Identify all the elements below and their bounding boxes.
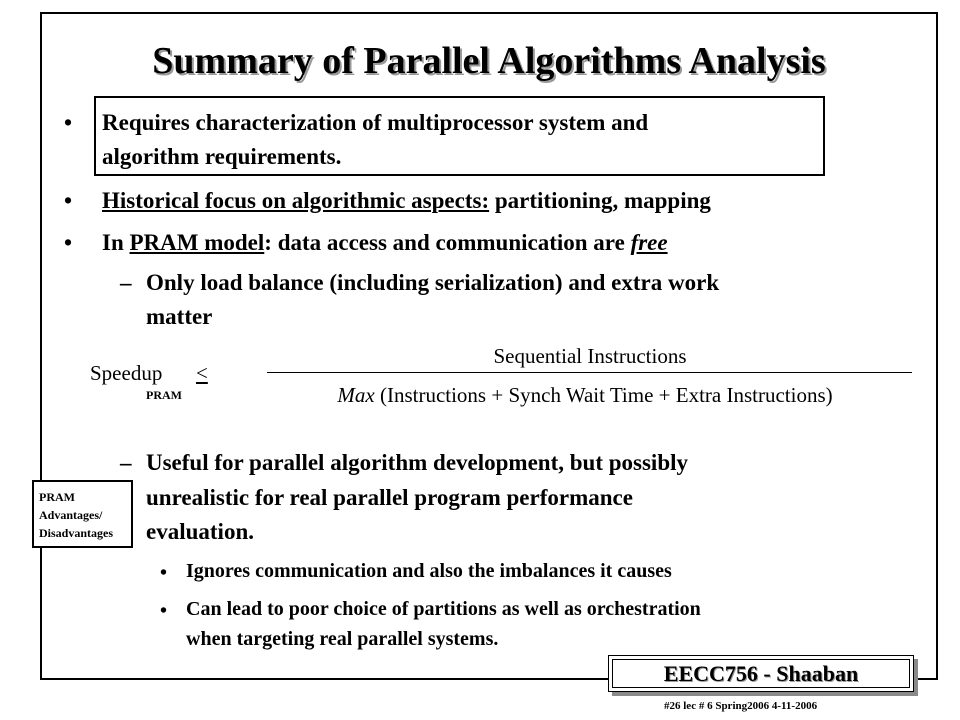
bullet-3-prefix: In <box>102 230 130 255</box>
bullet-3-pram-model: PRAM model <box>129 230 265 255</box>
footer-label-box <box>608 655 914 692</box>
formula-leq: < <box>196 361 208 385</box>
formula-denominator-rest: (Instructions + Synch Wait Time + Extra Instructions) <box>374 383 833 407</box>
bullet-dot-1: • <box>64 110 73 135</box>
subsub-bullet-dot-1: • <box>160 562 168 584</box>
sub-bullet-2-line-3: evaluation. <box>146 519 254 544</box>
footnote: #26 lec # 6 Spring2006 4-11-2006 <box>664 700 818 712</box>
sub-bullet-2-line-2: unrealistic for real parallel program performance <box>146 485 633 510</box>
bullet-1-line-2: algorithm requirements. <box>102 144 342 169</box>
subsub-bullet-2-line-1: Can lead to poor choice of partitions as well as orchestration <box>186 598 701 620</box>
bullet-2-underlined: Historical focus on algorithmic aspects: <box>102 188 490 213</box>
pram-advantages-box <box>32 480 133 548</box>
sub-bullet-dash-2: – <box>120 450 132 475</box>
footer-label: EECC756 - Shaaban <box>612 659 910 688</box>
sub-bullet-1-line-1: Only load balance (including serialization) and extra work <box>146 270 720 295</box>
bullet-dot-3: • <box>64 230 73 255</box>
formula-fraction-line <box>267 372 912 373</box>
formula-pram-subscript: PRAM <box>146 388 182 402</box>
side-box-line-2: Advantages/ <box>39 508 103 522</box>
subsub-bullet-2-line-2: when targeting real parallel systems. <box>186 628 499 650</box>
formula-max: Max <box>337 383 375 407</box>
subsub-bullet-dot-2: • <box>160 600 168 622</box>
formula-speedup: Speedup <box>90 361 163 385</box>
bullet-3-mid: : data access and communication are <box>264 230 631 255</box>
sub-bullet-dash-1: – <box>120 270 132 295</box>
subsub-bullet-1: Ignores communication and also the imbalances it causes <box>186 560 672 582</box>
bullet-2-rest: partitioning, mapping <box>489 188 711 213</box>
sub-bullet-1-line-2: matter <box>146 304 213 329</box>
bullet-1-line-1: Requires characterization of multiprocessor system and <box>102 110 649 135</box>
side-box-line-1: PRAM <box>39 490 75 504</box>
formula-denominator <box>258 380 912 410</box>
side-box-line-3: Disadvantages <box>39 526 114 540</box>
bullet-3-free: free <box>630 230 668 255</box>
bullet-dot-2: • <box>64 188 73 213</box>
slide-title: Summary of Parallel Algorithms Analysis <box>152 40 826 82</box>
bullet-2 <box>102 184 711 218</box>
bullet-3 <box>102 226 668 260</box>
formula-numerator: Sequential Instructions <box>493 344 687 368</box>
sub-bullet-2-line-1: Useful for parallel algorithm development, but possibly <box>146 450 689 475</box>
